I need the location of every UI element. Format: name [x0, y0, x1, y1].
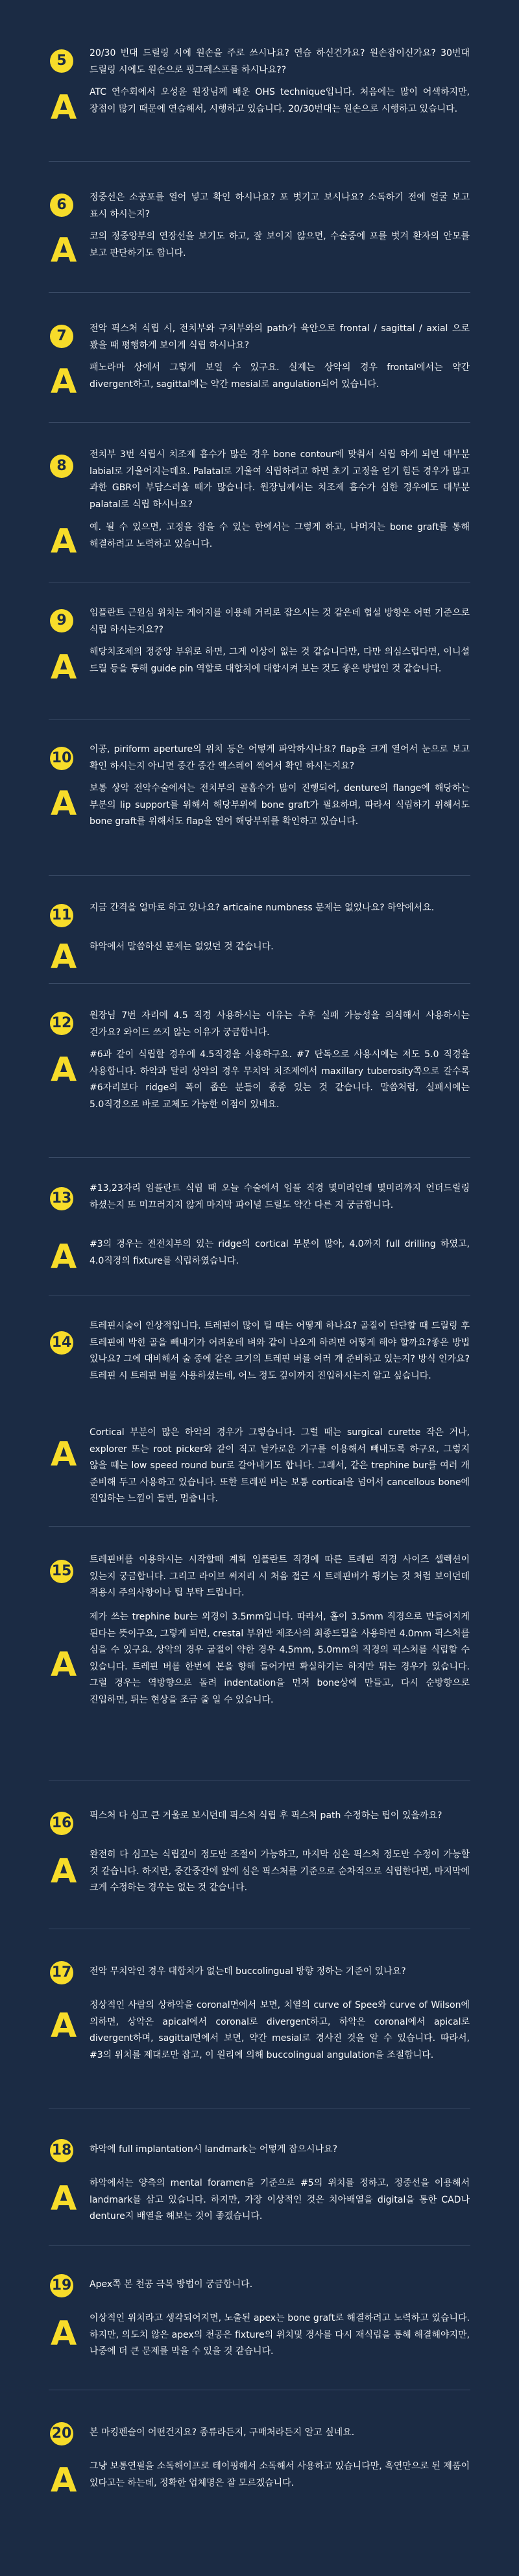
question-text: 트레핀버를 이용하시는 시작할때 계획 임플란트 직경에 따른 트레핀 직경 사이즈 셀렉션이 있는지 궁금합니다. 그리고 라이브 써저리 시 처음 접근 시 트레핀버가 튕기는 것 처럼 보이던데 적용시 주의사항이나 팁 부탁 드립니다. — [90, 1555, 470, 1598]
question-number-badge: 19 — [50, 2274, 73, 2297]
question-number-badge: 11 — [50, 904, 73, 927]
question-text: 원장님 7번 자리에 4.5 직경 사용하시는 이유는 추후 실패 가능성을 의식해서 사용하시는 건가요? 와이드 쓰지 않는 이유가 궁금합니다. — [90, 1010, 470, 1038]
question-number-badge: 14 — [50, 1331, 73, 1355]
answer-marker: A — [51, 784, 77, 823]
question-number-badge: 5 — [50, 49, 73, 73]
answer-text: 예. 될 수 있으면, 고정을 잡을 수 있는 한에서는 그렇게 하고, 나머지는 bone graft를 통해 해결하려고 노력하고 있습니다. — [90, 522, 470, 549]
divider — [49, 1157, 470, 1158]
answer-marker: A — [51, 362, 77, 401]
qa-item — [0, 2142, 519, 2221]
question-text: Apex쪽 본 천공 극복 방법이 궁금합니다. — [90, 2279, 253, 2290]
question-text: 정중선은 소공포를 열어 넣고 확인 하시나요? 포 벗기고 보시나요? 소독하기 전에 얼굴 보고 표시 하시는지? — [90, 192, 470, 219]
divider — [49, 422, 470, 423]
answer-text: 정상적인 사람의 상하악을 coronal면에서 보면, 치열의 curve of Spee와 curve of Wilson에 의하면, 상악은 apical에서 coronal로 divergent하고, 하악은 coronal에서 apical로 divergent하며, sagittal면에서 보면, 약간 mesial로 경사진 것을 알 수 있습니다. 따라서, #3의 위치를 제대로만 잡고, 이 원리에 의해 buccolingual angulation을 조절합니다. — [90, 2000, 470, 2060]
answer-marker: A — [51, 938, 77, 977]
qa-item — [0, 1964, 519, 2060]
question-text: #13,23자리 임플란트 식립 때 오늘 수술에서 임플 직경 몇미리인데 몇미리까지 언더드릴링 하셨는지 또 미끄러지지 않게 마지막 파이널 드릴도 약간 다른 지 궁금합니다. — [90, 1183, 470, 1210]
divider — [49, 983, 470, 984]
divider — [49, 719, 470, 720]
question-number-badge: 15 — [50, 1560, 73, 1583]
question-number-badge: 17 — [50, 1961, 73, 1984]
answer-text: #6과 같이 식립할 경우에 4.5직경을 사용하구요. #7 단독으로 사용시에는 저도 5.0 직경을 사용합니다. 하악과 달리 상악의 경우 무치악 치조제에서 maxillary tuberosity쪽으로 갈수록 #6자리보다 ridge의 폭이 좁은 분들이 종종 있는 것 같습니다. 말씀처럼, 실패시에는 5.0직경으로 바로 교체도 가능한 이점이 있네요. — [90, 1049, 470, 1110]
divider — [49, 2245, 470, 2246]
answer-text: 코의 정중앙부의 연장선을 보기도 하고, 잘 보이지 않으면, 수술중에 포를 벗겨 환자의 안모를 보고 판단하기도 합니다. — [90, 231, 470, 258]
answer-marker: A — [51, 648, 77, 687]
qa-item — [0, 900, 519, 977]
qa-item — [0, 190, 519, 270]
question-text: 이공, piriform aperture의 위치 등은 어떻게 파악하시나요? flap을 크게 열어서 눈으로 보고 확인 하시는지 아니면 중간 중간 엑스레이 찍어서 확인 하시는지요? — [90, 744, 470, 771]
qa-item — [0, 45, 519, 127]
divider — [49, 875, 470, 876]
answer-text: ATC 연수회에서 오성윤 원장님께 배운 OHS technique입니다. 처음에는 많이 어색하지만, 장점이 많기 때문에 연습해서, 시행하고 있습니다. 20/30번대는 원손으로 시행하고 있습니다. — [90, 87, 470, 114]
answer-marker: A — [51, 1645, 77, 1684]
answer-text: 그냥 보통연필을 소독해이프로 테이핑해서 소독해서 사용하고 있습니다만, 흑연만으로 된 제품이 있다고는 하는데, 정확한 업체명은 잘 모르겠습니다. — [90, 2461, 470, 2488]
answer-text: 완전히 다 심고는 식립깊이 정도만 조절이 가능하고, 마지막 심은 픽스처 정도만 수정이 가능할 것 같습니다. 하지만, 중간중간에 앞에 심은 픽스처를 기준으로 순차적으로 식립한다면, 마지막에 크게 수정하는 경우는 없는 것 같습니다. — [90, 1849, 470, 1893]
question-text: 하악에 full implantation시 landmark는 어떻게 잡으시나요? — [90, 2144, 338, 2155]
divider — [49, 292, 470, 293]
qa-item — [0, 2425, 519, 2500]
question-text: 지금 간격을 얼마로 하고 있나요? articaine numbness 문제는 없었나요? 하악에서요. — [90, 903, 435, 913]
answer-text: 해당치조제의 정중앙 부위로 하면, 그게 이상이 없는 것 같습니다만, 다만 의심스럽다면, 이니셜 드릴 등을 통해 guide pin 역할로 대합치에 대합시켜 보는 것도 좋은 방법인 것 같습니다. — [90, 647, 470, 674]
question-text: 20/30 번대 드릴링 시에 원손을 주로 쓰시나요? 연습 하신건가요? 원손잡이신가요? 30번대 드릴링 시에도 원손으로 핑그레스프를 하시나요?? — [90, 48, 470, 75]
question-number-badge: 9 — [50, 609, 73, 632]
question-text: 픽스처 다 심고 큰 거울로 보시던데 픽스처 식립 후 픽스처 path 수정하는 팁이 있을까요? — [90, 1810, 442, 1821]
qa-item — [0, 2277, 519, 2357]
question-text: 트레핀시술이 인상적입니다. 트레핀이 많이 틸 때는 어떻게 하나요? 골질이 단단할 때 드릴링 후 트레핀에 박힌 골을 빼내기가 어려운데 벼와 같이 나오게 하려면 어떻게 해야 할까요?좋은 방법 있나요? 그에 대비해서 술 중에 같은 크기의 트레핀 버를 여러 개 준비하고 있는지? 방식 인가요? 트레핀 시 트레핀 버를 사용하셨는데, 어느 정도 깊이까지 진입하시는지 알고 싶습니다. — [90, 1321, 470, 1381]
question-number-badge: 16 — [50, 1812, 73, 1835]
qa-item — [0, 742, 519, 827]
answer-marker: A — [51, 2461, 77, 2500]
answer-text: 보통 상악 전악수술에서는 전치부의 골흡수가 많이 진행되어, denture의 flange에 해당하는 부분의 lip support를 위해서 해당부위에 bone graft가 필요하며, 따라서 식립하기 위해서도 bone graft를 위해서도 flap을 열어 해당부위를 확인하고 있습니다. — [90, 783, 470, 827]
answer-marker: A — [51, 1852, 77, 1891]
divider — [49, 1526, 470, 1527]
answer-text: 제가 쓰는 trephine bur는 외경이 3.5mm입니다. 따라서, 홀이 3.5mm 직경으로 만들어지게 된다는 뜻이구요, 그렇게 되면, crestal 부위만 제조사의 최종드릴을 사용하면 4.0mm 픽스처를 심을 수 있구요. 상악의 경우 굴절이 약한 경우 4.5mm, 5.0mm의 직경의 픽스처를 식립할 수 있습니다. 트레핀 버를 한번에 본을 향해 들어가면 확실하기는 하지만 튀는 경우가 있습니다. 그럴 경우는 역방향으로 돌려 indentation을 먼저 bone상에 만들고, 다시 순방향으로 진입하면, 튀는 현상을 조금 줄 일 수 있습니다. — [90, 1612, 470, 1705]
answer-text: 하악에서는 양측의 mental foramen을 기준으로 #5의 위치를 정하고, 정중선을 이용해서 landmark를 삼고 있습니다. 하지만, 가장 이상적인 것은 치아배열을 digital을 통한 CAD나 denture지 배열을 해보는 것이 좋겠습니다. — [90, 2178, 470, 2221]
question-number-badge: 6 — [50, 194, 73, 217]
qa-item — [0, 1808, 519, 1893]
question-number-badge: 18 — [50, 2139, 73, 2162]
answer-marker: A — [51, 231, 77, 270]
answer-marker: A — [51, 2179, 77, 2218]
question-text: 전악 무치악인 경우 대합치가 없는데 buccolingual 방향 정하는 기준이 있나요? — [90, 1966, 406, 1977]
divider — [49, 161, 470, 162]
answer-marker: A — [51, 1435, 77, 1474]
answer-marker: A — [51, 1238, 77, 1277]
question-text: 본 마킹펜슬이 어떤건지요? 종류라든지, 구매처라든지 알고 싶네요. — [90, 2427, 355, 2438]
answer-text: 하악에서 말씀하신 문제는 없었던 것 같습니다. — [90, 942, 274, 952]
answer-marker: A — [51, 522, 77, 561]
answer-text: 패노라마 상에서 그렇게 보일 수 있구요. 실제는 상악의 경우 frontal에서는 약간 divergent하고, sagittal에는 약간 mesial로 angulation되어 있습니다. — [90, 362, 470, 390]
question-number-badge: 12 — [50, 1012, 73, 1035]
qa-item — [0, 605, 519, 687]
question-text: 임플란트 근원심 위치는 게이지를 이용해 거리로 잡으시는 것 같은데 협설 방향은 어떤 기준으로 식립 하시는지요?? — [90, 608, 470, 635]
qa-item — [0, 1181, 519, 1277]
qa-item — [0, 1318, 519, 1504]
question-number-badge: 13 — [50, 1187, 73, 1210]
answer-text: Cortical 부분이 많은 하악의 경우가 그렇습니다. 그럴 때는 surgical curette 작은 거나, explorer 또는 root picker와 같이 직고 날카로운 기구를 이용해서 빼내도록 하구요, 그렇지 않을 때는 low speed round bur로 갈아내기도 합니다. 그래서, 같은 trephine bur를 여러 개 준비해 두고 사용하고 있습니다. 또한 트레핀 버는 보통 cortical을 넘어서 cancellous bone에 진입하는 느낌이 들면, 멈춥니다. — [90, 1427, 470, 1504]
answer-text: 이상적인 위치라고 생각되어지면, 노출된 apex는 bone graft로 해결하려고 노력하고 있습니다. 하지만, 의도치 않은 apex의 천공은 fixture의 위치및 경사를 다시 재식립을 통해 해결해야지만, 나중에 더 큰 문제를 막을 수 있을 것 같습니다. — [90, 2313, 470, 2357]
question-text: 전악 픽스처 식립 시, 전치부와 구치부와의 path가 육안으로 frontal / sagittal / axial 으로 봤을 때 평행하게 보이게 식립 하시나요? — [90, 323, 470, 351]
qa-item — [0, 321, 519, 401]
answer-marker: A — [51, 88, 77, 127]
qa-item — [0, 1552, 519, 1705]
question-number-badge: 20 — [50, 2422, 73, 2445]
answer-marker: A — [51, 2007, 77, 2045]
question-number-badge: 7 — [50, 325, 73, 348]
qa-item — [0, 447, 519, 561]
answer-marker: A — [51, 1051, 77, 1090]
qa-item — [0, 1008, 519, 1110]
answer-marker: A — [51, 2314, 77, 2353]
question-number-badge: 10 — [50, 747, 73, 770]
answer-text: #3의 경우는 전전치부의 있는 ridge의 cortical 부분이 많아, 4.0까지 full drilling 하였고, 4.0직경의 fixture를 식립하였습니다. — [90, 1239, 470, 1266]
question-number-badge: 8 — [50, 455, 73, 478]
question-text: 전치부 3번 식립시 치조제 흡수가 많은 경우 bone contour에 맞춰서 식립 하게 되면 대부분 labial로 기울어지는데요. Palatal로 기울여 식립하려고 하면 초기 고정을 얻기 힘든 경우가 많고 과한 GBR이 부담스러울 때가 많습니다. 원장님께서는 치조제 흡수가 심한 경우에도 대부분 palatal로 식립 하시나요? — [90, 449, 470, 510]
